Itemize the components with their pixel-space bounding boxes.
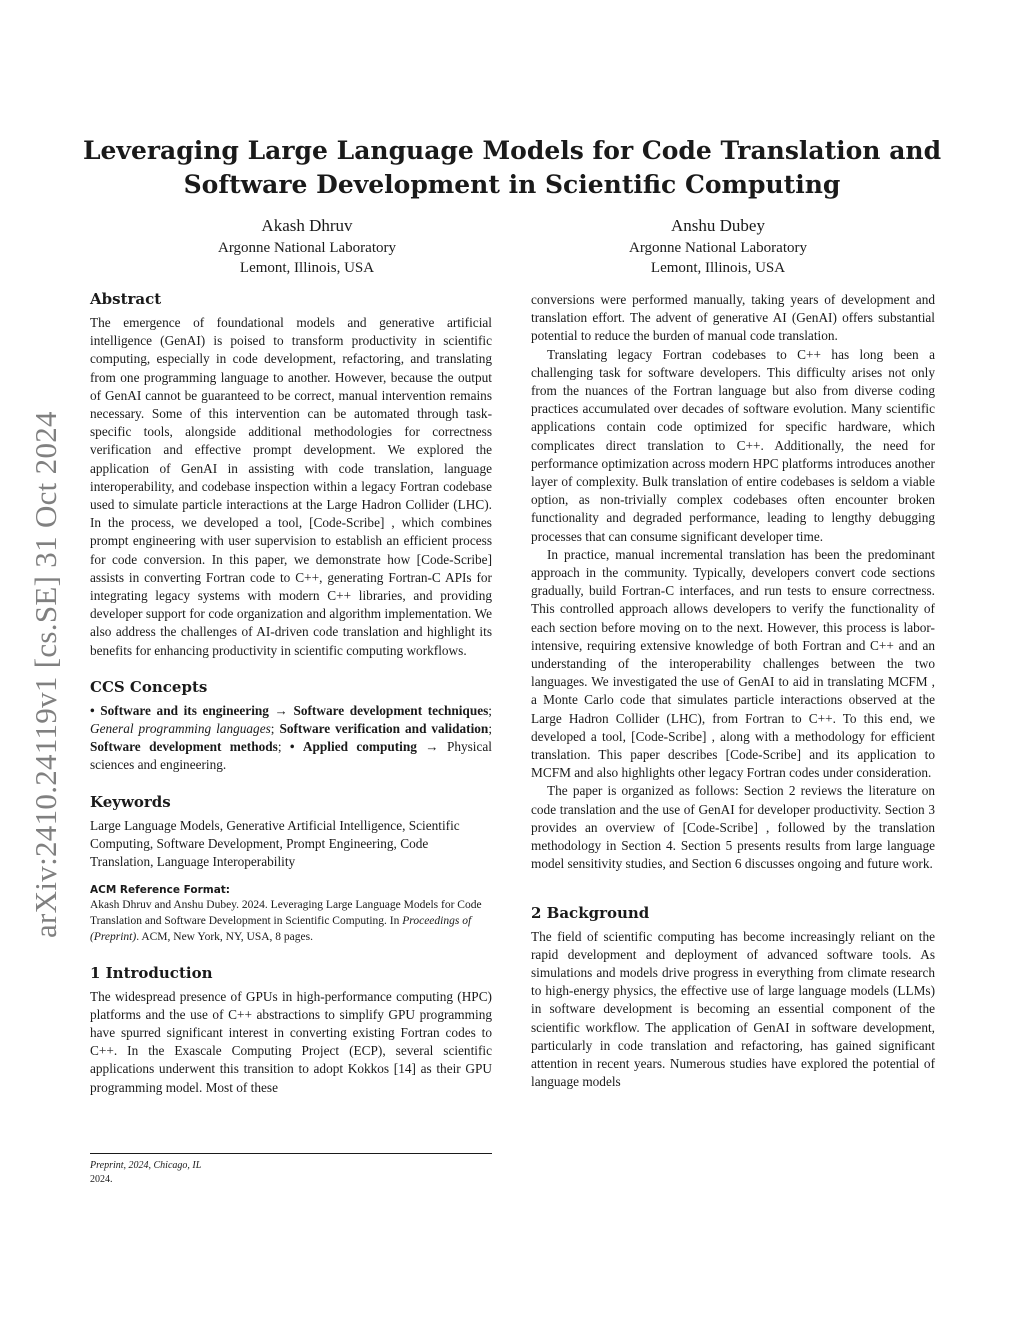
footnote-year: 2024. <box>90 1174 113 1185</box>
abstract-heading: Abstract <box>90 290 162 308</box>
acm-reference-part: Akash Dhruv and Anshu Dubey. 2024. Leveraging Large Language Models for Code Translation and Software Development in Scientific Computing. In <box>90 899 482 928</box>
introduction-paragraph: The widespread presence of GPUs in high-performance computing (HPC) platforms and the use of C++ abstractions to simplify GPU programming have spurred significant interest in converting existing Fortran codes to C++. In the Exascale Computing Project (ECP), several scientific applications underwent this transition to adopt Kokkos [14] as their GPU programming model. Most of these <box>90 988 492 1095</box>
acm-reference-part: . ACM, New York, NY, USA, 8 pages. <box>136 930 313 943</box>
author-location: Lemont, Illinois, USA <box>239 260 375 276</box>
abstract-text: The emergence of foundational models and generative artificial intelligence (GenAI) is poised to transform productivity in scientific computing, especially in code development, refactoring, and translating from one programming language to another. However, because the output of GenAI cannot be guaranteed to be correct, manual intervention remains necessary. Some of this intervention can be automated through task-specific tools, alongside additional methodologies for correctness verification and effective prompt development. We explored the application of GenAI in assisting with code translation, language interoperability, and codebase inspection within a legacy Fortran codebase used to simulate particle interactions at the Large Hadron Collider (LHC). In the process, we developed a tool, [Code-Scribe] , which combines prompt engineering with user supervision to establish an efficient process for code conversion. In this paper, we demonstrate how [Code-Scribe] assists in converting Fortran code to C++, generating Fortran-C APIs for integrating legacy systems with modern C++ libraries, and providing developer support for code organization and algorithm implementation. We also address the challenges of AI-driven code translation and highlight its benefits for enhancing productivity in scientific computing workflows. <box>90 315 492 658</box>
author-location: Lemont, Illinois, USA <box>650 260 786 276</box>
arrow-icon: → <box>425 739 439 755</box>
title-line-1: Leveraging Large Language Models for Code Translation and <box>82 136 942 165</box>
author-block-2 <box>558 214 878 278</box>
footnote <box>90 1159 201 1187</box>
introduction-paragraph: The paper is organized as follows: Section 2 reviews the literature on code translation and the use of GenAI for developer productivity. Section 3 provides an overview of [Code-Scribe] , followed by the translation methodology in Section 4. Section 5 presents results from large language model sensitivity studies, and Section 6 discusses ongoing and future work. <box>531 783 935 872</box>
ccs-bullet: • <box>289 739 295 755</box>
author-name: Akash Dhruv <box>261 216 353 235</box>
author-name: Anshu Dubey <box>671 216 765 235</box>
ccs-separator: ; <box>488 721 493 737</box>
footnote-rule <box>90 1153 492 1154</box>
acm-reference-venue: Proceedings of (Preprint) <box>90 915 472 943</box>
background-heading: 2 Background <box>531 903 650 922</box>
introduction-paragraph-continued: conversions were performed manually, taking years of development and translation effort. The advent of generative AI (GenAI) offers substantial potential to reduce the burden of manual code translation. <box>531 292 935 344</box>
ccs-separator: ; <box>488 702 492 718</box>
ccs-item: Physical sciences and engineering. <box>90 739 492 773</box>
ccs-item: General programming languages <box>90 721 271 737</box>
author-block-1 <box>147 214 467 278</box>
keywords-text: Large Language Models, Generative Artificial Intelligence, Scientific Computing, Software Development, Prompt Engineering, Code Translation, Language Interoperability <box>90 817 460 870</box>
acm-reference-label: ACM Reference Format: <box>90 884 230 897</box>
ccs-separator: ; <box>277 739 282 755</box>
acm-reference-text <box>90 898 492 945</box>
introduction-paragraph: In practice, manual incremental translation has been the predominant approach in the community. Typically, developers convert code sections gradually, build Fortran-C interfaces, and run tests to ensure correctness. This controlled approach allows developers to verify the functionality of each section before moving on to the next. However, this process is labor-intensive, requiring extensive knowledge of both Fortran and C++ and an understanding of the interoperability challenges between the two languages. We investigated the use of GenAI to aid in translating MCFM , a Monte Carlo code that simulates particle interactions observed at the Large Hadron Collider (LHC), from Fortran to C++. To this end, we developed a tool, [Code-Scribe] , along with a methodology for efficient translation. This paper describes [Code-Scribe] and its application to MCFM and also highlights other legacy Fortran codes under consideration. <box>531 546 935 781</box>
author-affiliation: Argonne National Laboratory <box>217 240 396 256</box>
ccs-heading: CCS Concepts <box>90 677 208 696</box>
ccs-item: Software development methods <box>90 739 278 755</box>
footnote-venue: Preprint, 2024, Chicago, IL <box>90 1160 202 1171</box>
ccs-item: Software and its engineering <box>100 702 269 718</box>
author-affiliation: Argonne National Laboratory <box>628 240 807 256</box>
ccs-concepts <box>90 702 492 775</box>
introduction-paragraph: Translating legacy Fortran codebases to C++ has long been a challenging task for software developers. This difficulty arises not only from the nuances of the Fortran language but also from diverse coding practices accumulated over decades of software evolution. Many scientific applications contain code optimized for specific hardware, which complicates direct translation to C++. Additionally, the need for performance optimization across modern HPC platforms introduces another layer of complexity. Bulk translation of entire codebases is seldom a viable option, as non-trivially complex codebases often encounter broken functionality and degraded performance, leading to lengthy debugging processes that can consume significant developer time. <box>531 346 935 544</box>
ccs-bullet: • <box>90 702 95 718</box>
keywords-heading: Keywords <box>90 792 171 811</box>
title-line-2: Software Development in Scientific Computing <box>183 170 841 199</box>
background-paragraph: The field of scientific computing has become increasingly reliant on the rapid development and deployment of advanced software tools. As simulations and models drive progress in everything from climate research to high-energy physics, the effective use of large language models (LLMs) in software development is becoming an essential component of the scientific workflow. The application of GenAI in software development, particularly in code translation and refactoring, has gained significant attention in recent years. Numerous studies have explored the potential of language models <box>531 928 935 1090</box>
introduction-heading: 1 Introduction <box>90 963 213 982</box>
arrow-icon: → <box>274 702 288 718</box>
left-column <box>90 288 492 1097</box>
ccs-item: Software development techniques <box>293 702 489 718</box>
ccs-item: Applied computing <box>302 739 417 755</box>
ccs-separator: ; <box>270 721 275 737</box>
arxiv-stamp: arXiv:2410.24119v1 [cs.SE] 31 Oct 2024 <box>28 411 63 938</box>
right-column <box>531 291 935 1091</box>
ccs-item: Software verification and validation <box>279 721 489 737</box>
paper-title <box>80 134 944 202</box>
